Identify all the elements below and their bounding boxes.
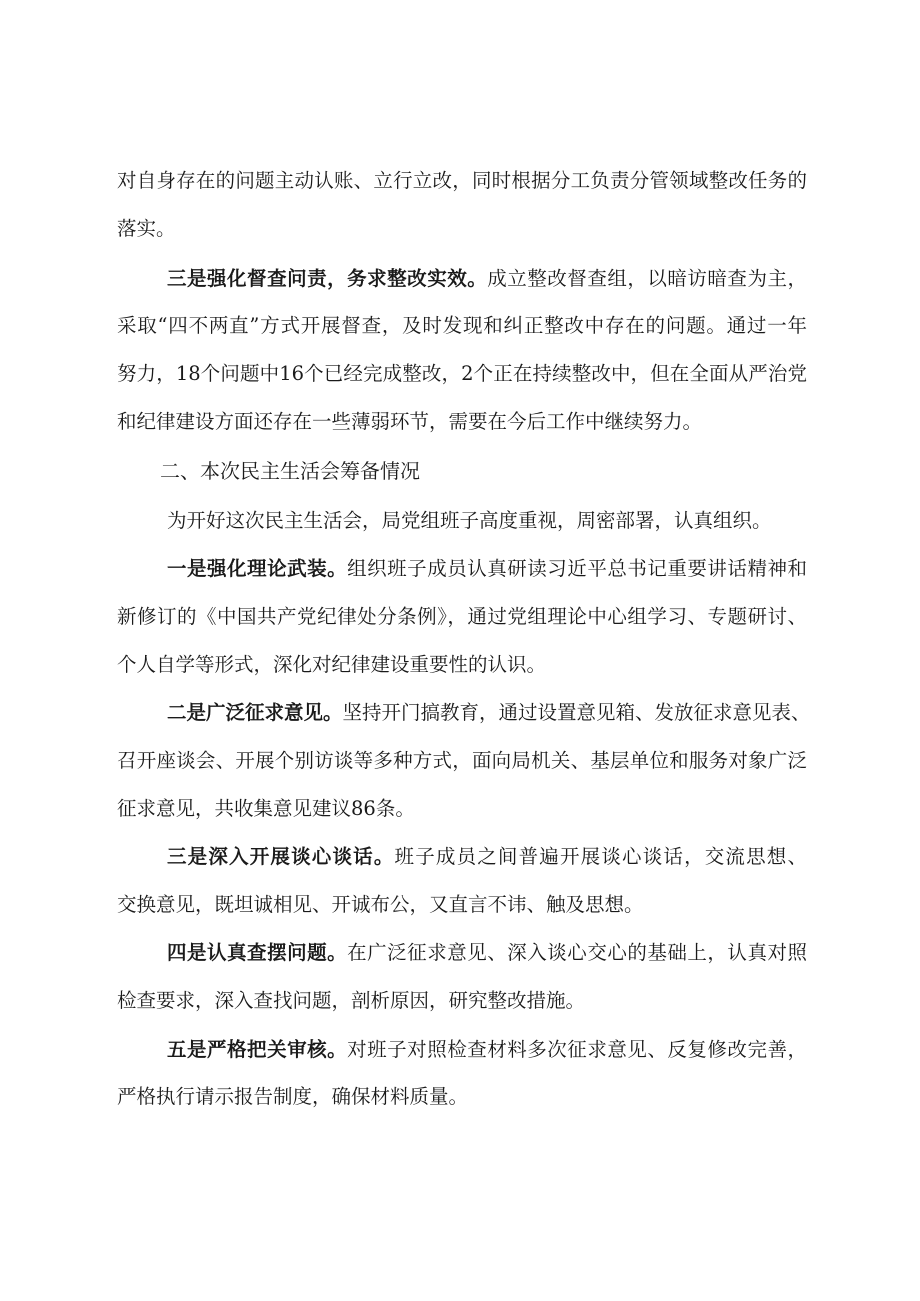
item-lead: 四是认真查摆问题。 — [167, 941, 348, 964]
paragraph-line: 和纪律建设方面还存在一些薄弱环节，需要在今后工作中继续努力。 — [117, 410, 703, 433]
paragraph-line: 落实。 — [117, 217, 176, 240]
item-first-line — [167, 940, 807, 966]
item-lead: 二是广泛征求意见。 — [167, 701, 343, 724]
item-text: 在广泛征求意见、深入谈心交心的基础上，认真对照 — [347, 941, 807, 964]
paragraph-line: 努力，18个问题中16个已经完成整改，2个正在持续整改中，但在全面从严治党 — [117, 362, 807, 385]
item-text: 组织班子成员认真研读习近平总书记重要讲话精神和 — [347, 557, 807, 580]
item-first-line — [167, 844, 807, 870]
paragraph-text: 成立整改督查组，以暗访暗查为主， — [487, 267, 807, 290]
intro-paragraph: 为开好这次民主生活会，局党组班子高度重视，周密部署，认真组织。 — [167, 509, 772, 532]
paragraph-first-line — [167, 266, 807, 292]
item-lead: 一是强化理论武装。 — [167, 557, 348, 580]
item-text: 对班子对照检查材料多次征求意见、反复修改完善， — [347, 1038, 807, 1061]
item-line: 严格执行请示报告制度，确保材料质量。 — [117, 1085, 469, 1108]
item-line: 征求意见，共收集意见建议86条。 — [117, 797, 415, 820]
item-line: 个人自学等形式，深化对纪律建设重要性的认识。 — [117, 653, 547, 676]
paragraph-line: 对自身存在的问题主动认账、立行立改，同时根据分工负责分管领域整改任务的 — [117, 169, 807, 192]
item-lead: 五是严格把关审核。 — [167, 1038, 348, 1061]
section-heading: 二、本次民主生活会筹备情况 — [160, 459, 420, 483]
item-line: 检查要求，深入查找问题，剖析原因，研究整改措施。 — [117, 989, 586, 1012]
item-first-line — [167, 1037, 807, 1063]
item-lead: 三是深入开展谈心谈话。 — [167, 845, 395, 868]
item-first-line — [167, 700, 811, 726]
item-first-line — [167, 556, 807, 582]
item-line: 召开座谈会、开展个别访谈等多种方式，面向局机关、基层单位和服务对象广泛 — [117, 749, 807, 772]
paragraph-line: 采取“四不两直”方式开展督查，及时发现和纠正整改中存在的问题。通过一年 — [117, 314, 807, 337]
item-text: 班子成员之间普遍开展谈心谈话，交流思想、 — [394, 845, 807, 868]
item-text: 坚持开门搞教育，通过设置意见箱、发放征求意见表、 — [342, 701, 811, 724]
item-line: 交换意见，既坦诚相见、开诚布公，又直言不讳、触及思想。 — [117, 893, 644, 916]
item-line: 新修订的《中国共产党纪律处分条例》，通过党组理论中心组学习、专题研讨、 — [117, 605, 807, 628]
paragraph-lead: 三是强化督查问责，务求整改实效。 — [167, 267, 488, 290]
